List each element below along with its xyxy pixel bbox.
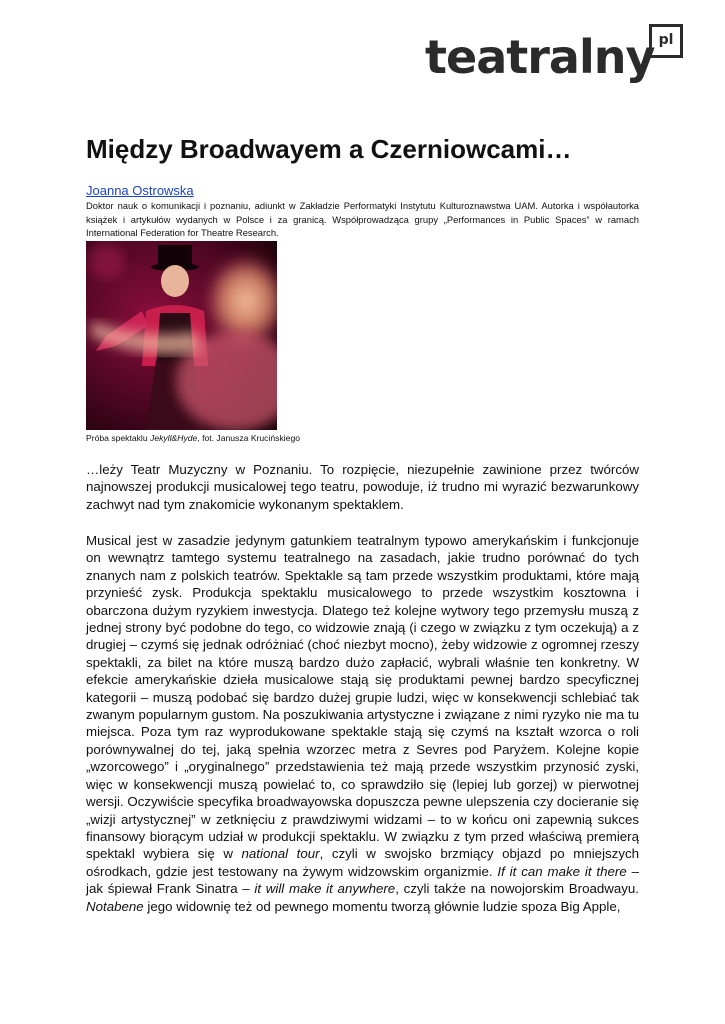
author-link[interactable]: Joanna Ostrowska xyxy=(86,183,194,198)
photo-caption xyxy=(86,432,300,444)
paragraph-2-italic-1: national tour xyxy=(241,846,320,862)
caption-suffix: , fot. Janusza Krucińskiego xyxy=(197,433,301,443)
paragraph-2-text-3: – jak śpiewał Frank Sinatra – xyxy=(86,863,639,897)
paragraph-2-italic-3: it will make it anywhere xyxy=(254,881,396,897)
caption-show-title: Jekyll&Hyde xyxy=(150,433,198,443)
teatralny-logo[interactable] xyxy=(425,22,695,86)
paragraph-2-text-2: , czyli w swojsko brzmiący objazd po mniejszych ośrodkach, gdzie jest testowany na żywym widzowskim organizmie. xyxy=(86,846,640,879)
author-bio: Doktor nauk o komunikacji i poznaniu, adiunkt w Zakładzie Performatyki Instytutu Kulturoznawstwa UAM. Autorka i współautorka książek i artykułów wydanych w Polsce i za granicą. Współprowadząca grupy „Performances in Public Spaces” w ramach International Federation for Theatre Research. xyxy=(86,200,639,238)
logo-wordmark: teatralny xyxy=(425,30,655,84)
article-paragraph-2 xyxy=(86,532,639,915)
paragraph-2-italic-4: Notabene xyxy=(86,898,144,914)
paragraph-2-text-4: , czyli także na nowojorskim Broadwayu. xyxy=(395,881,639,897)
paragraph-2-italic-2: If it can make it there xyxy=(497,863,627,879)
rehearsal-photo xyxy=(86,241,277,430)
caption-prefix: Próba spektaklu xyxy=(86,433,151,443)
paragraph-2-text-1: Musical jest w zasadzie jedynym gatunkiem teatralnym typowo amerykańskim i funkcjonuje on wewnątrz tamtego systemu teatralnego na zasadach, jakie trudno porównać do tych znanych nam z polskich teatrów. Spektakle są tam przede wszystkim produktami, które mają przynieść zysk. Produkcja spektaklu musicalowego to przede wszystkim kosztowna i obarczona dużym ryzykiem inwestycja. Dlatego też kolejne wytwory tego przemysłu muszą z jednej strony być podobne do tego, co widzowie znają (i czego w związku z tym oczekują) a z drugiej – czymś się jednak odróżniać (choć niezbyt mocno), żeby widzowie z ogromnej rzeszy spektakli, za bilet na które muszą bardzo dużo zapłacić, wybrali właśnie ten konkretny. W efekcie amerykańskie dzieła musicalowe stają się produktami pewnej bardzo specyficznej kategorii – muszą podobać się bardzo dużej grupie ludzi, więc w konsekwencji schlebiać tak zwanym popularnym gustom. Na poszukiwania artystyczne i związane z nimi ryzyko nie ma tu miejsca. Poza tym raz wyprodukowane spektakle stają się czymś na kształt wzorca o roli porównywalnej do tej, jaką spełnia wzorzec metra z Sevres pod Paryżem. Kolejne kopie „wzorcowego” i „oryginalnego” przedstawienia też mają przede wszystkim przynosić zyski, więc w konsekwencji muszą powielać to, co sprawdziło się (lepiej lub gorzej) w pierwotnej wersji. Oczywiście specyfika broadwayowska dopuszcza pewne ulepszenia czy docieranie się „wizji artystycznej” w zetknięciu z prawdziwymi widzami – to w końcu oni zapewnią sukces finansowy biorącym udział w produkcji spektaklu. W związku z tym przed właściwą premierą spektakl wybiera się w xyxy=(86,533,639,862)
logo-badge: pl xyxy=(649,24,683,58)
article-paragraph-1: …leży Teatr Muzyczny w Poznaniu. To rozpięcie, niezupełnie zawinione przez twórców najnowszej produkcji musicalowej tego teatru, powoduje, iż trudno mi wyrazić bezwarunkowy zachwyt nad tym znakomicie wykonanym spektaklem. xyxy=(86,462,639,512)
paragraph-2-text-5: jego widownię też od pewnego momentu tworzą głównie ludzie spoza Big Apple, xyxy=(143,898,621,914)
article-title: Między Broadwayem a Czerniowcami… xyxy=(86,134,572,164)
